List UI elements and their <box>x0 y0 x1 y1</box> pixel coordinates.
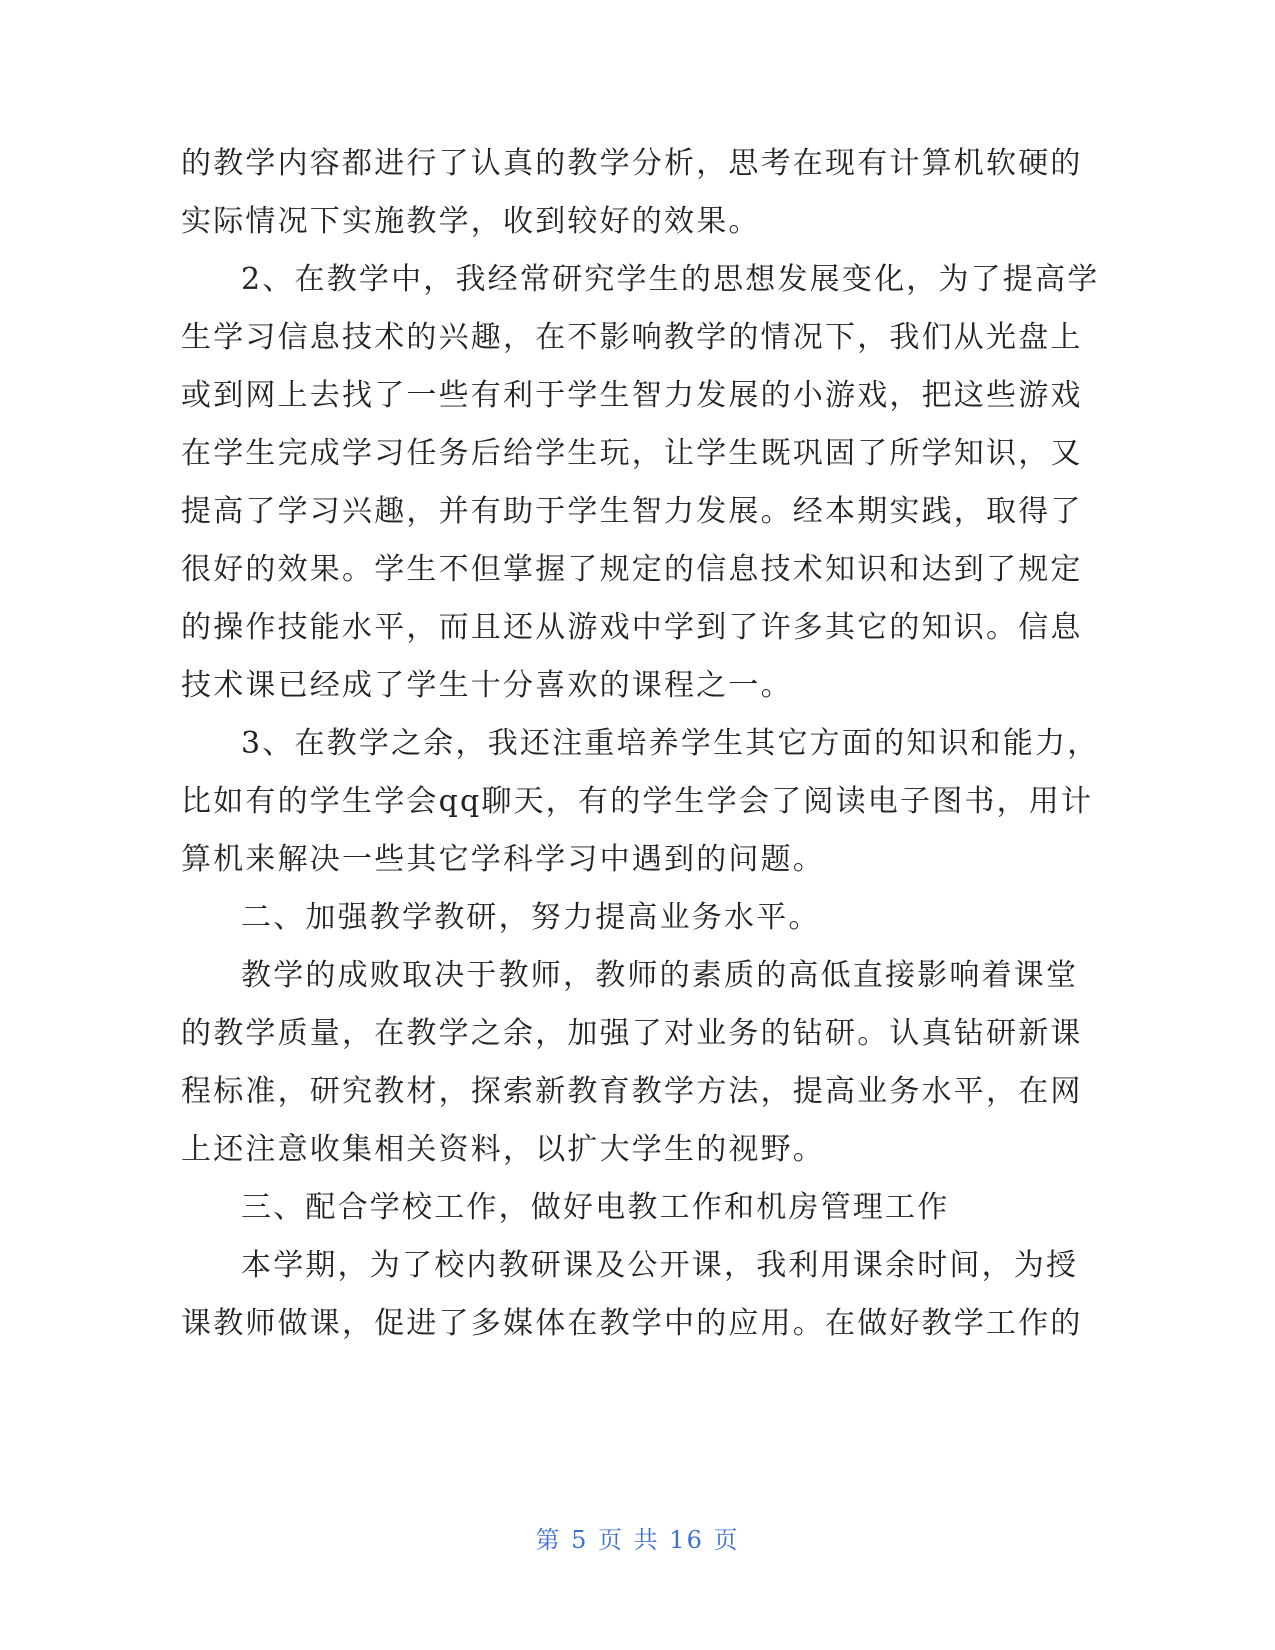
section-heading: 二、加强教学教研，努力提高业务水平。 <box>241 900 821 935</box>
paragraph-start-line: 教学的成败取决于教师，教师的素质的高低直接影响着课堂 <box>241 958 1079 993</box>
paragraph-start-line: 2、在教学中，我经常研究学生的思想发展变化，为了提高学 <box>241 262 1100 297</box>
text-line: 在学生完成学习任务后给学生玩，让学生既巩固了所学知识，又 <box>181 436 1083 471</box>
text-line: 的操作技能水平，而且还从游戏中学到了许多其它的知识。信息 <box>181 610 1083 645</box>
text-line: 比如有的学生学会qq聊天，有的学生学会了阅读电子图书，用计 <box>181 784 1094 819</box>
text-line: 上还注意收集相关资料，以扩大学生的视野。 <box>181 1132 825 1167</box>
text-line: 实际情况下实施教学，收到较好的效果。 <box>181 204 761 239</box>
text-line: 提高了学习兴趣，并有助于学生智力发展。经本期实践，取得了 <box>181 494 1083 529</box>
text-line: 技术课已经成了学生十分喜欢的课程之一。 <box>181 668 793 703</box>
paragraph-start-line: 本学期，为了校内教研课及公开课，我利用课余时间，为授 <box>241 1248 1079 1283</box>
text-line: 很好的效果。学生不但掌握了规定的信息技术知识和达到了规定 <box>181 552 1083 587</box>
document-body <box>181 135 1100 1353</box>
section-heading: 三、配合学校工作，做好电教工作和机房管理工作 <box>241 1190 950 1225</box>
text-line: 课教师做课，促进了多媒体在教学中的应用。在做好教学工作的 <box>181 1306 1083 1341</box>
text-line: 生学习信息技术的兴趣，在不影响教学的情况下，我们从光盘上 <box>181 320 1083 355</box>
text-line: 程标准，研究教材，探索新教育教学方法，提高业务水平，在网 <box>181 1074 1083 1109</box>
page-number-footer: 第 5 页 共 16 页 <box>535 1526 740 1554</box>
text-line: 算机来解决一些其它学科学习中遇到的问题。 <box>181 842 825 877</box>
text-line: 或到网上去找了一些有利于学生智力发展的小游戏，把这些游戏 <box>181 378 1083 413</box>
text-line: 的教学质量，在教学之余，加强了对业务的钻研。认真钻研新课 <box>181 1016 1083 1051</box>
text-line: 的教学内容都进行了认真的教学分析，思考在现有计算机软硬的 <box>181 146 1083 181</box>
paragraph-start-line: 3、在教学之余，我还注重培养学生其它方面的知识和能力， <box>241 726 1100 761</box>
